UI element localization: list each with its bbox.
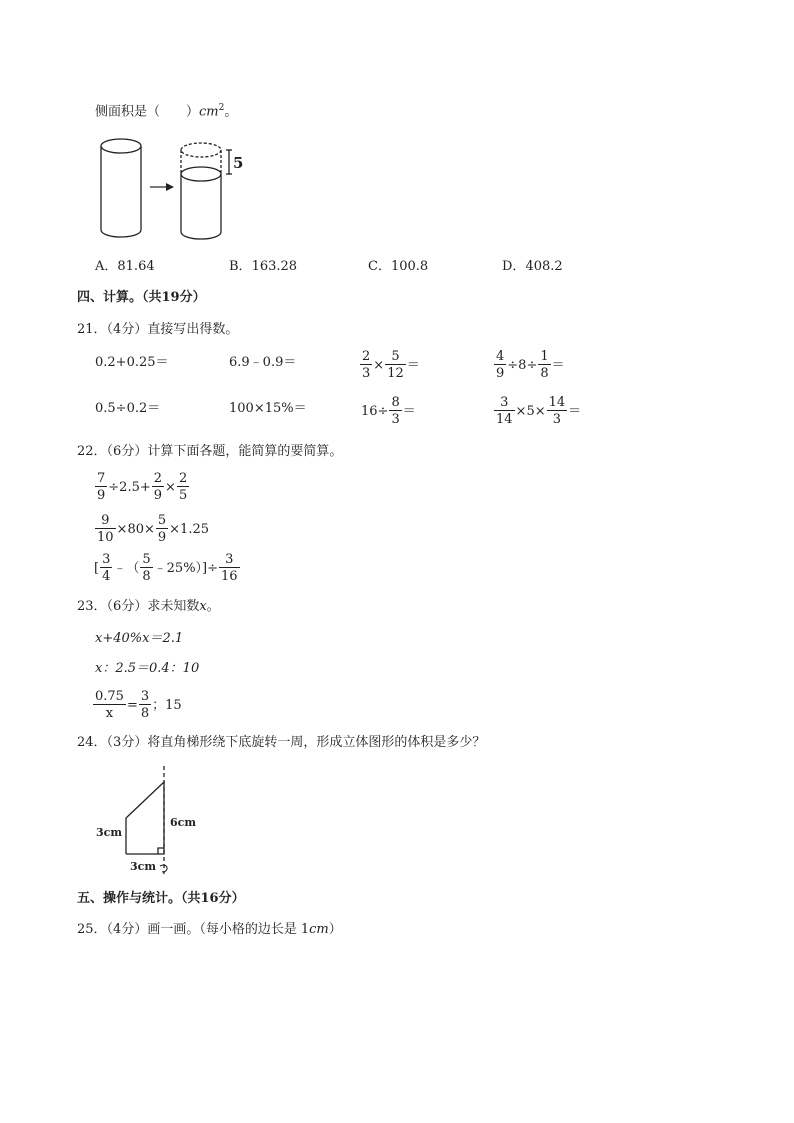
q24-stem: 24．（3分）将直角梯形绕下底旋转一周，形成立体图形的体积是多少？ [77,735,486,750]
q21-expr-7: 16÷ $\frac{8}{3}$ ＝ [361,395,416,427]
q23-equation-2: x：2.5＝0.4：10 [95,661,200,676]
q21-expr-2: 6.9﹣0.9＝ [229,355,297,370]
q21-expr-3: $\frac{2}{3}$ × $\frac{5}{12}$ ＝ [362,349,420,381]
q25-stem: 25．（4分）画一画。（每小格的边长是 1cm） [77,922,342,937]
option-c[interactable]: C．100.8 [368,259,429,274]
full-cylinder [101,139,141,237]
q20-stem-tail: 侧面积是（ ）$cm^2$。 [95,103,238,120]
q21-expr-6: 100×15%＝ [229,401,307,416]
cut-cylinder [181,143,232,239]
arrow-icon [150,183,174,191]
q23-equation-3: $\frac{0.75}{x}$ = $\frac{3}{8}$ ；15 [95,689,182,721]
q21-expr-1: 0.2+0.25＝ [95,355,169,370]
q20-cylinder-figure [90,132,250,244]
section-5-title: 五、操作与统计。（共16分） [77,891,245,906]
q21-stem: 21．（4分）直接写出得数。 [77,322,239,337]
q22-stem: 22．（6分）计算下面各题，能简算的要简算。 [77,444,343,459]
q22-line-3: [ $\frac{3}{4}$ ﹣（ $\frac{5}{8}$ ﹣25%）]÷ $\frac{3}{16}$ [94,552,238,584]
right-side-label: 6cm [170,816,196,829]
left-side-label: 3cm [96,826,122,839]
bottom-side-label: 3cm [130,860,156,873]
q24-trapezoid-figure [90,762,210,878]
option-a[interactable]: A．81.64 [95,259,155,274]
q22-line-1: $\frac{7}{9}$ ÷2.5+ $\frac{2}{9}$ × $\frac{2}{5}$ [97,471,188,503]
q22-line-2: $\frac{9}{10}$ ×80× $\frac{5}{9}$ ×1.25 [97,513,209,545]
q21-expr-4: $\frac{4}{9}$ ÷8÷ $\frac{1}{8}$ ＝ [496,349,565,381]
section-4-title: 四、计算。（共19分） [77,290,206,305]
q23-equation-1: x+40%x＝2.1 [95,631,184,646]
q21-expr-5: 0.5÷0.2＝ [95,401,161,416]
q23-stem: 23．（6分）求未知数x。 [77,599,220,614]
q21-expr-8: $\frac{3}{14}$ ×5× $\frac{14}{3}$ ＝ [496,395,582,427]
height-label: 5 [233,154,244,172]
option-b[interactable]: B．163.28 [229,259,298,274]
option-d[interactable]: D．408.2 [502,259,563,274]
